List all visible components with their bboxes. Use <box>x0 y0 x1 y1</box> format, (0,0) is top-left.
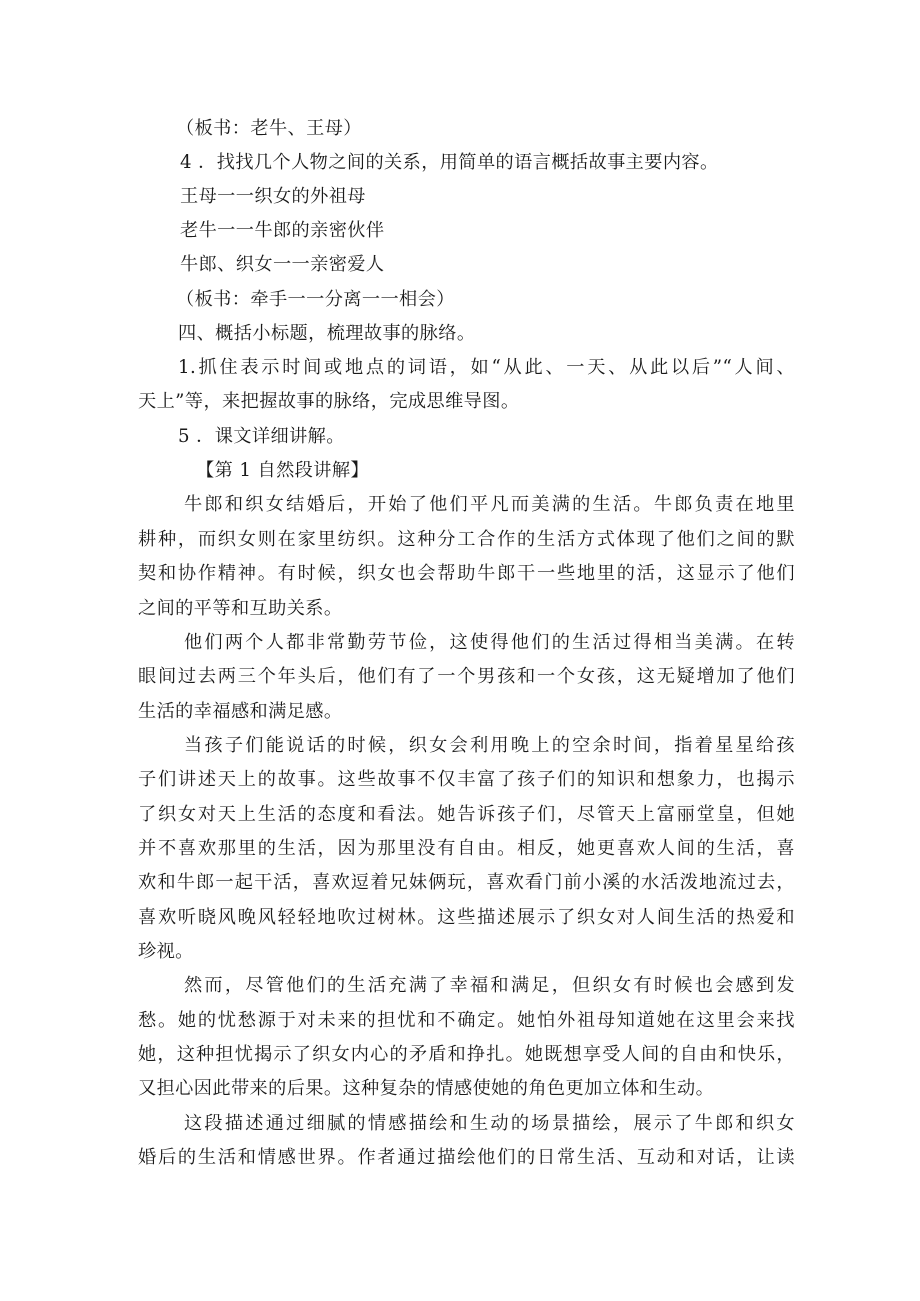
step-5-heading: 5 ．课文详细讲解。 <box>178 426 345 447</box>
body-paragraph-2: 生活的幸福感和满足感。 <box>138 701 343 722</box>
paragraph-1-explanation-heading: 【第 1 自然段讲解】 <box>196 460 370 481</box>
step-4-heading: 4 ．找找几个人物之间的关系，用简单的语言概括故事主要内容。 <box>180 152 719 173</box>
item-1-text-cont: 天上”等，来把握故事的脉络，完成思维导图。 <box>138 391 520 412</box>
body-paragraph-3: 子们讲述天上的故事。这些故事不仅丰富了孩子们的知识和想象力，也揭示 <box>138 769 795 790</box>
body-paragraph-4: 然而，尽管他们的生活充满了幸福和满足，但织女有时候也会感到发 <box>184 975 795 996</box>
body-paragraph-1: 耕种，而织女则在家里纺织。这种分工合作的生活方式体现了他们之间的默 <box>138 529 795 550</box>
body-paragraph-5: 婚后的生活和情感世界。作者通过描绘他们的日常生活、互动和对话，让读 <box>138 1147 795 1168</box>
body-paragraph-4: 愁。她的忧愁源于对未来的担忧和不确定。她怕外祖母知道她在这里会来找 <box>138 1010 795 1031</box>
body-paragraph-2: 他们两个人都非常勤劳节俭，这使得他们的生活过得相当美满。在转 <box>184 632 795 653</box>
body-paragraph-1: 之间的平等和互助关系。 <box>138 598 343 619</box>
body-paragraph-4: 她，这种担忧揭示了织女内心的矛盾和挣扎。她既想享受人间的自由和快乐， <box>138 1044 795 1065</box>
body-paragraph-2: 眼间过去两三个年头后，他们有了一个男孩和一个女孩，这无疑增加了他们 <box>138 666 795 687</box>
relation-laoniu: 老牛一一牛郎的亲密伙伴 <box>180 220 385 241</box>
body-paragraph-3: 欢和牛郎一起干活，喜欢逗着兄妹俩玩，喜欢看门前小溪的水活泼地流过去， <box>138 872 795 893</box>
relation-wangmu: 王母一一织女的外祖母 <box>180 186 366 207</box>
body-paragraph-3: 当孩子们能说话的时候，织女会利用晚上的空余时间，指着星星给孩 <box>184 735 795 756</box>
board-note-plot: （板书：牵手一一分离一一相会） <box>176 289 455 310</box>
body-paragraph-4: 又担心因此带来的后果。这种复杂的情感使她的角色更加立体和生动。 <box>138 1078 715 1099</box>
item-1-text: 1.抓住表示时间或地点的词语，如“从此、一天、从此以后”“人间、 <box>178 357 795 378</box>
body-paragraph-3: 喜欢听晓风晚风轻轻地吹过树林。这些描述展示了织女对人间生活的热爱和 <box>138 907 795 928</box>
board-note-characters: （板书：老牛、王母） <box>176 118 362 139</box>
relation-niulang-zhinv: 牛郎、织女一一亲密爱人 <box>180 254 385 275</box>
body-paragraph-1: 契和协作精神。有时候，织女也会帮助牛郎干一些地里的活，这显示了他们 <box>138 563 795 584</box>
body-paragraph-5: 这段描述通过细腻的情感描绘和生动的场景描绘，展示了牛郎和织女 <box>184 1113 795 1134</box>
body-paragraph-3: 并不喜欢那里的生活，因为那里没有自由。相反，她更喜欢人间的生活，喜 <box>138 838 795 859</box>
section-4-heading: 四、概括小标题，梳理故事的脉络。 <box>178 323 476 344</box>
body-paragraph-1: 牛郎和织女结婚后，开始了他们平凡而美满的生活。牛郎负责在地里 <box>184 494 795 515</box>
body-paragraph-3: 珍视。 <box>138 941 194 962</box>
body-paragraph-3: 了织女对天上生活的态度和看法。她告诉孩子们，尽管天上富丽堂皇，但她 <box>138 804 795 825</box>
